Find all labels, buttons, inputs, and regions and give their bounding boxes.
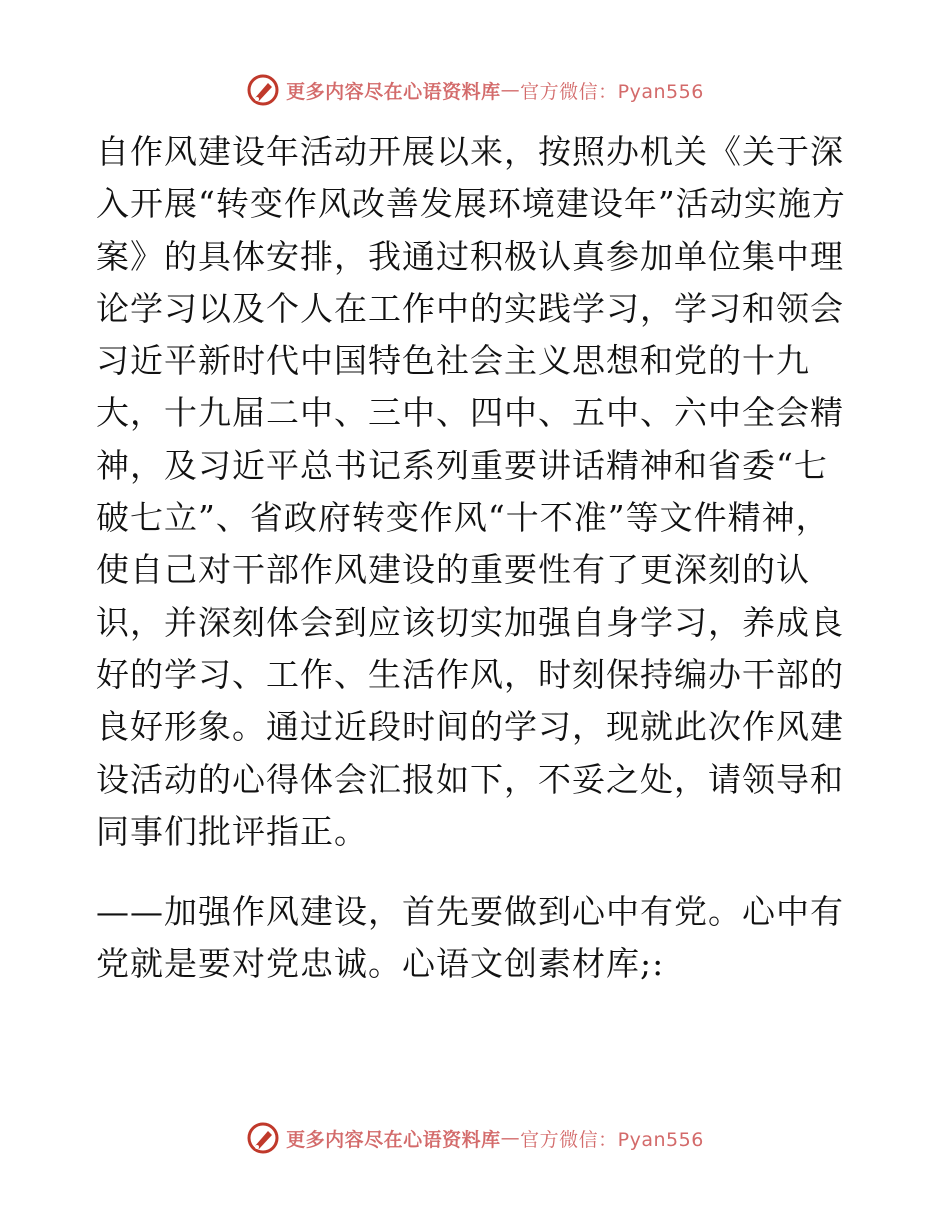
header-watermark-banner (0, 70, 950, 110)
footer-watermark-banner (0, 1118, 950, 1158)
document-body (96, 126, 856, 991)
banner-dash: — (500, 1127, 521, 1149)
pen-nib-logo-icon (246, 73, 280, 107)
banner-wechat-text: 官方微信：Pyan556 (520, 80, 704, 103)
pen-nib-logo-icon (246, 1121, 280, 1155)
banner-main-text: 更多内容尽在心语资料库 (286, 1128, 501, 1151)
banner-main-text: 更多内容尽在心语资料库 (286, 80, 501, 103)
banner-wechat-text: 官方微信：Pyan556 (520, 1128, 704, 1151)
banner-dash: — (500, 79, 521, 101)
paragraph-party-loyalty: ——加强作风建设，首先要做到心中有党。心中有党就是要对党忠诚。心语文创素材库;: (96, 892, 844, 984)
paragraph-intro: 自作风建设年活动开展以来，按照办机关《关于深入开展“转变作风改善发展环境建设年”活动实施方案》的具体安排，我通过积极认真参加单位集中理论学习以及个人在工作中的实践学习，学习和领会习近平新时代中国特色社会主义思想和党的十九大，十九届二中、三中、四中、五中、六中全会精神，及习近平总书记系列重要讲话精神和省委“七破七立”、省政府转变作风“十不准”等文件精神，使自己对干部作风建设的重要性有了更深刻的认识，并深刻体会到应该切实加强自身学习，养成良好的学习、工作、生活作风，时刻保持编办干部的良好形象。通过近段时间的学习，现就此次作风建设活动的心得体会汇报如下，不妥之处，请领导和同事们批评指正。 (96, 132, 846, 851)
